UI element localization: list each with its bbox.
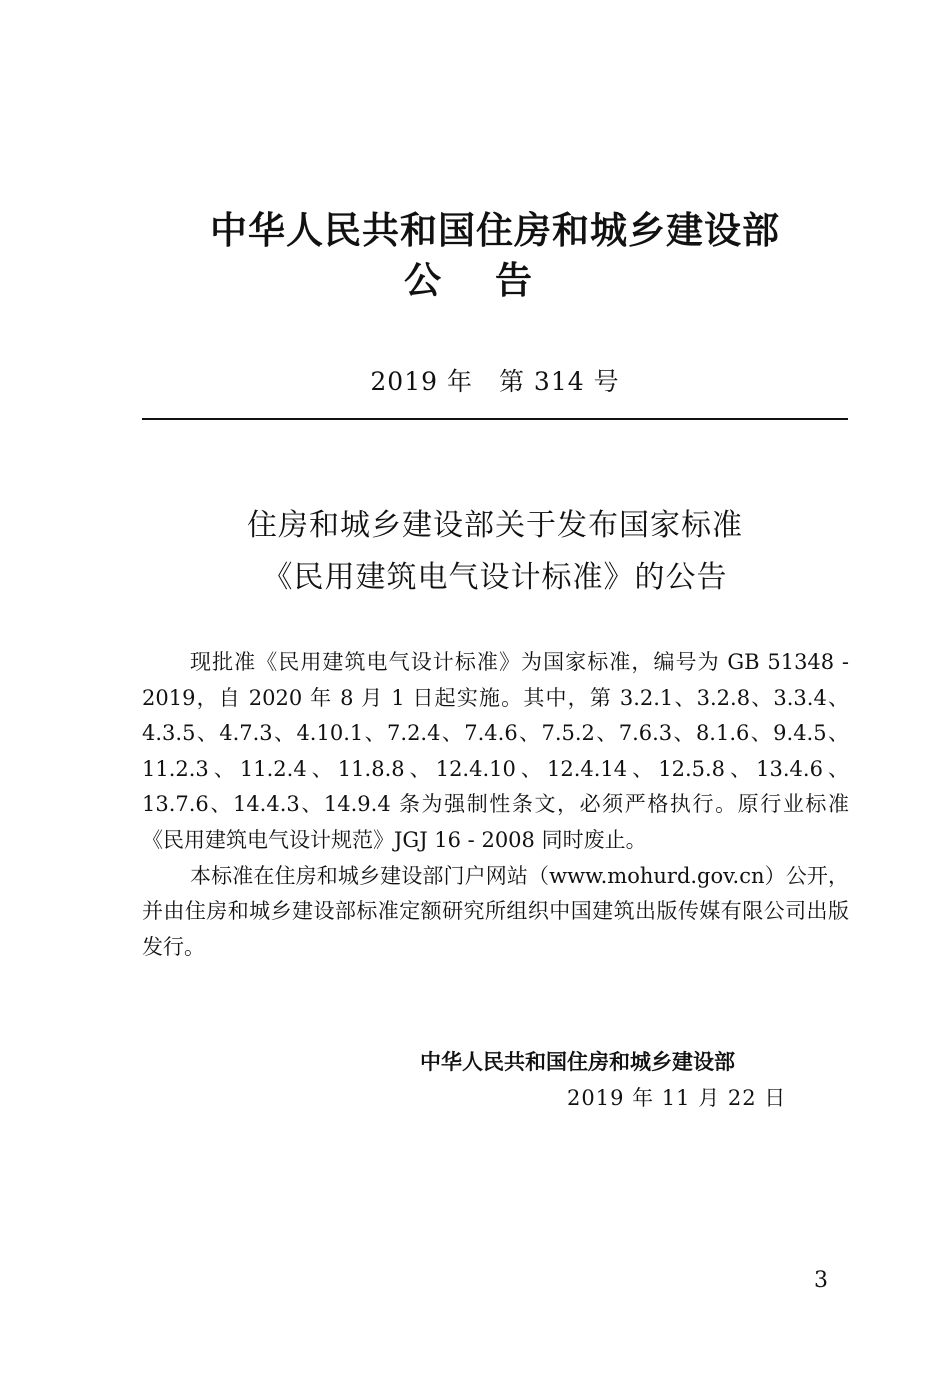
subject-line-2: 《民用建筑电气设计标准》的公告 xyxy=(262,560,728,595)
announcement-number: 2019 年 第 314 号 xyxy=(370,367,620,396)
signoff-organization: 中华人民共和国住房和城乡建设部 xyxy=(420,1050,735,1074)
header-divider xyxy=(142,418,848,420)
page-number: 3 xyxy=(814,1268,828,1293)
signoff-date: 2019 年 11 月 22 日 xyxy=(567,1086,787,1110)
body-paragraph-1: 现批准《民用建筑电气设计标准》为国家标准，编号为 GB 51348 - 2019，自 2020 年 8 月 1 日起实施。其中，第 3.2.1、3.2.8、3.3.4、4.3.5、4.7.3、4.10.1、7.2.4、7.4.6、7.5.2、7.6.3、8.1.6、9.4.5、11.2.3、11.2.4、11.8.8、12.4.10、12.4.14、12.5.8、13.4.6、13.7.6、14.4.3、14.9.4 条为强制性条文，必须严格执行。原行业标准《民用建筑电气设计规范》JGJ 16 - 2008 同时废止。 xyxy=(142,650,849,852)
announcement-heading: 公告 xyxy=(404,259,586,302)
body-paragraph-2: 本标准在住房和城乡建设部门户网站（www.mohurd.gov.cn）公开，并由住房和城乡建设部标准定额研究所组织中国建筑出版传媒有限公司出版发行。 xyxy=(142,863,849,959)
announcement-subject xyxy=(0,500,950,604)
announcement-body xyxy=(142,645,849,965)
ministry-title: 中华人民共和国住房和城乡建设部 xyxy=(210,209,780,252)
subject-line-1: 住房和城乡建设部关于发布国家标准 xyxy=(247,508,743,543)
